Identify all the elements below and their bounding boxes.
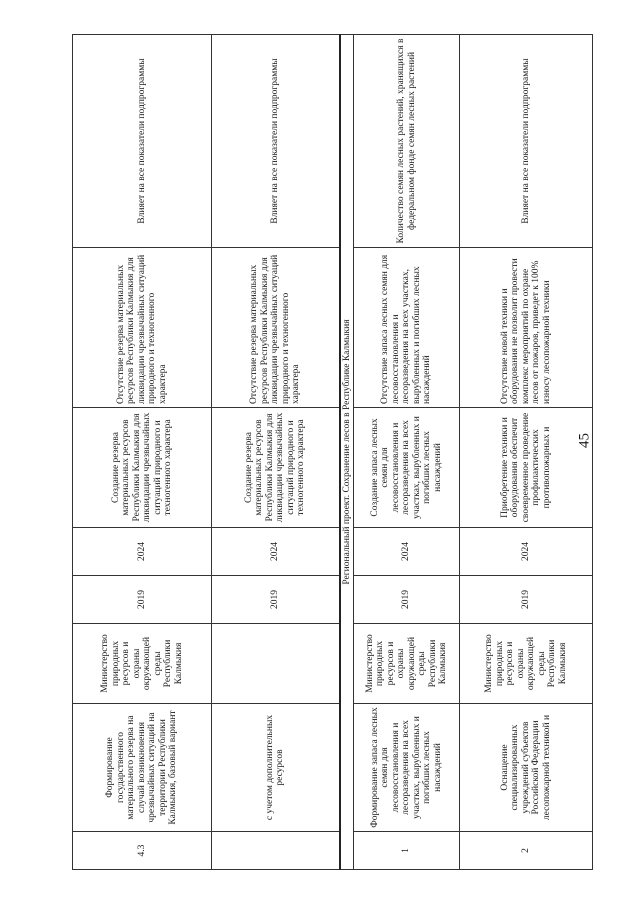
cell-influence: Влияет на все показатели подпрограммы <box>212 35 340 248</box>
rotated-table-container <box>72 35 592 870</box>
cell-measure: с учетом дополнительных ресурсов <box>212 704 340 832</box>
cell-consequence: Отсутствие новой техники и оборудования не позволит провести комплекс мероприятий по охране лесов от пожаров, приведет к 100% износу лесопожарной техники <box>460 248 593 408</box>
cell-start: 2019 <box>460 576 593 624</box>
cell-start: 2019 <box>354 576 460 624</box>
section-row <box>340 35 354 870</box>
table-row <box>73 35 212 870</box>
measures-table <box>72 34 593 870</box>
cell-result: Приобретение техники и оборудования обеспечит своевременное проведение профилактических противопожарных и <box>460 408 593 528</box>
cell-end: 2024 <box>460 528 593 576</box>
cell-start: 2019 <box>212 576 340 624</box>
cell-num: 2 <box>460 832 593 870</box>
cell-influence: Влияет на все показатели подпрограммы <box>73 35 212 248</box>
cell-executor: Министерство природных ресурсов и охраны окружающей среды Республики Калмыкия <box>460 624 593 704</box>
cell-start: 2019 <box>73 576 212 624</box>
cell-num: 4.3 <box>73 832 212 870</box>
cell-executor: Министерство природных ресурсов и охраны окружающей среды Республики Калмыкия <box>73 624 212 704</box>
cell-result: Создание резерва материальных ресурсов Республики Калмыкия для ликвидации чрезвычайных ситуаций природного и техногенного характера <box>73 408 212 528</box>
cell-executor <box>212 624 340 704</box>
cell-end: 2024 <box>73 528 212 576</box>
table-row <box>460 35 593 870</box>
cell-num: 1 <box>354 832 460 870</box>
cell-result: Создание запаса лесных семян для лесовосстановления и лесоразведения на всех участках, вырубленных и погибших лесных насаждений <box>354 408 460 528</box>
cell-measure: Формирование запаса лесных семян для лесовосстановления и лесоразведения на всех участках, вырубленных и погибших лесных насаждений <box>354 704 460 832</box>
cell-measure: Оснащение специализированных учреждений субъектов Российской Федерации лесопожарной техникой и <box>460 704 593 832</box>
cell-result: Создание резерва материальных ресурсов Республики Калмыкия для ликвидации чрезвычайных ситуаций природного и техногенного характера <box>212 408 340 528</box>
cell-influence: Влияет на все показатели подпрограммы <box>460 35 593 248</box>
cell-executor: Министерство природных ресурсов и охраны окружающей среды Республики Калмыкия <box>354 624 460 704</box>
page-number: 45 <box>576 433 593 448</box>
section-title: Региональный проект. Сохранение лесов в Республике Калмыкия <box>340 35 354 870</box>
cell-end: 2024 <box>354 528 460 576</box>
cell-influence: Количество семян лесных растений, хранящихся в федеральном фонде семян лесных растений <box>354 35 460 248</box>
cell-consequence: Отсутствие запаса лесных семян для лесовосстановления и лесоразведения на всех участках, вырубленных и погибших лесных насаждений <box>354 248 460 408</box>
cell-num <box>212 832 340 870</box>
table-row <box>212 35 340 870</box>
cell-end: 2024 <box>212 528 340 576</box>
table-row <box>354 35 460 870</box>
cell-consequence: Отсутствие резерва материальных ресурсов Республики Калмыкия для ликвидации чрезвычайных ситуаций природного и техногенного характера <box>212 248 340 408</box>
cell-measure: Формирование государственного материального резерва на случай возникновения чрезвычайных ситуаций на территории Республики Калмыкия, базовый вариант <box>73 704 212 832</box>
cell-consequence: Отсутствие резерва материальных ресурсов Республики Калмыкия для ликвидации чрезвычайных ситуаций природного и техногенного характера <box>73 248 212 408</box>
